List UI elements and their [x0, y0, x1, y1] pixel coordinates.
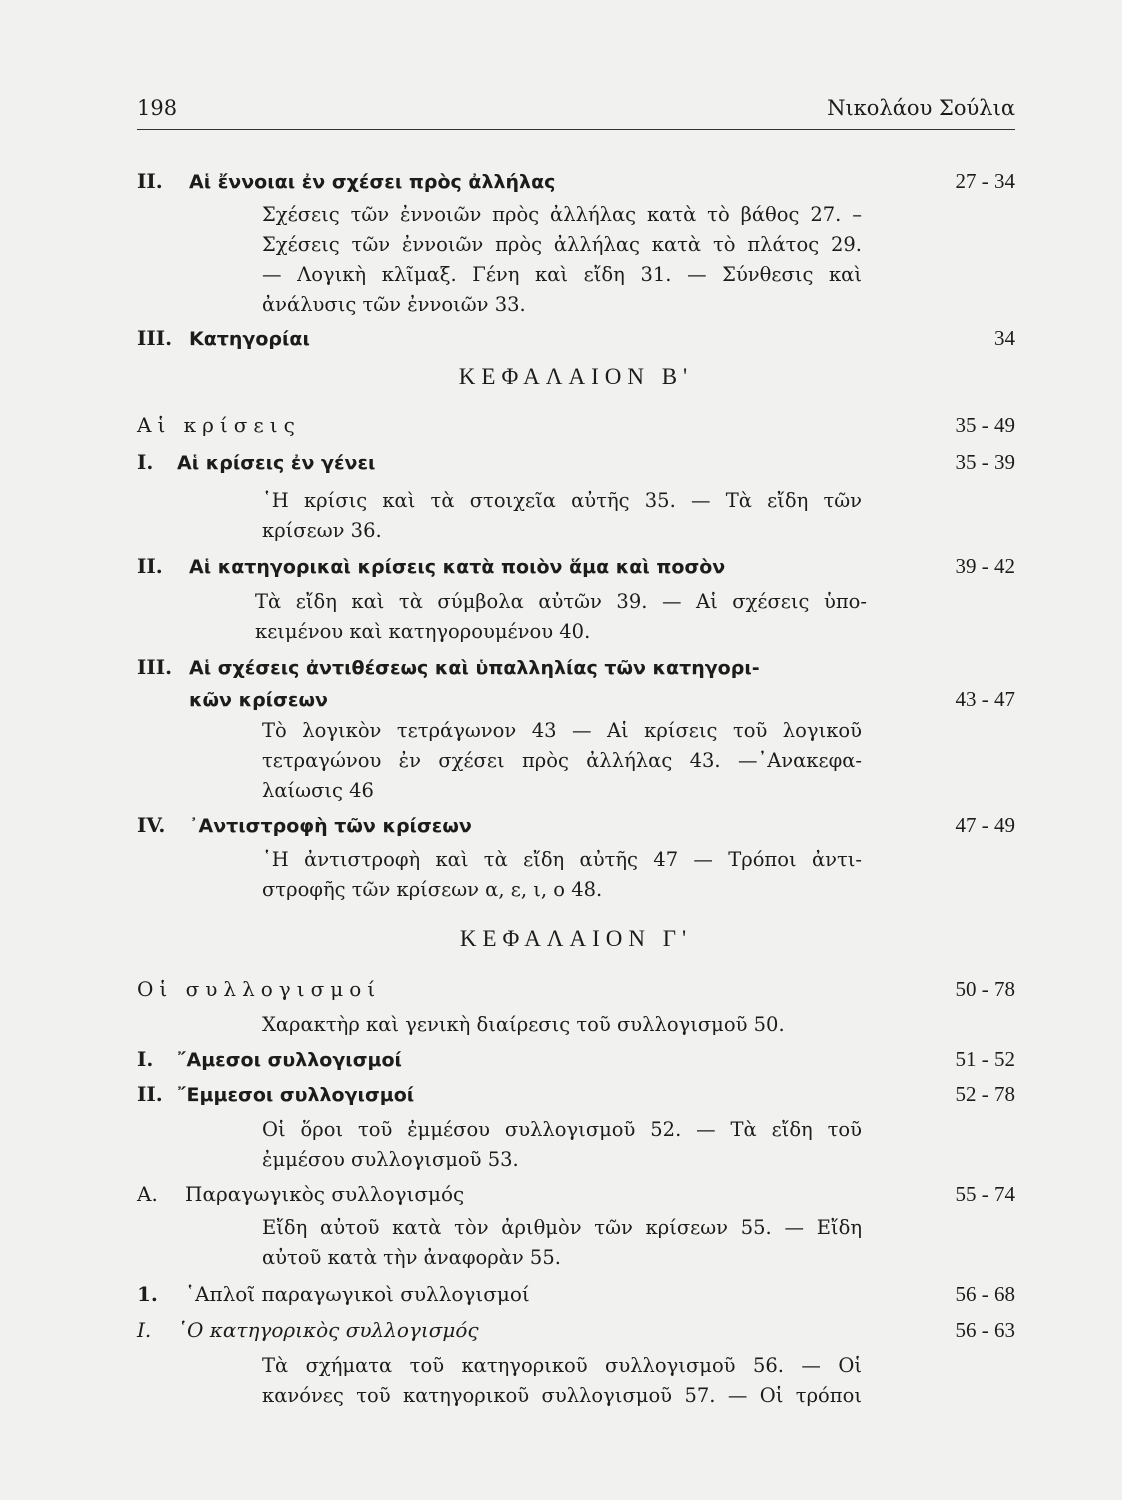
entry-label: II. [137, 554, 163, 578]
entry-pages: 50 - 78 [955, 977, 1015, 1001]
entry-pages: 51 - 52 [955, 1047, 1015, 1071]
entry-pages: 35 - 39 [955, 450, 1015, 474]
desc-line: αὐτοῦ κατὰ τὴν ἀναφορὰν 55. [262, 1246, 561, 1269]
toc-entry [137, 1315, 1015, 1345]
desc-line: — Λογικὴ κλῖμαξ. Γένη καὶ εἴδη 31. — Σύνθεσις καὶ [262, 263, 862, 286]
toc-entry [137, 1079, 1015, 1110]
entry-pages: 55 - 74 [955, 1182, 1015, 1206]
desc-line: Τὰ σχήματα τοῦ κατηγορικοῦ συλλογισμοῦ 56. — Οἱ [262, 1354, 862, 1377]
entry-label: I. [137, 450, 154, 474]
toc-entry [137, 410, 1015, 440]
entry-title: Κατηγορίαι [189, 328, 310, 350]
chapter-heading: ΚΕΦΑΛΑΙΟΝ Β' [458, 364, 694, 389]
desc-line: Τὰ εἴδη καὶ τὰ σύμβολα αὐτῶν 39. — Αἱ σχέσεις ὑπο- [255, 590, 867, 613]
entry-pages: 34 [994, 326, 1015, 350]
entry-pages: 35 - 49 [955, 413, 1015, 437]
desc-line: λαίωσις 46 [262, 779, 374, 802]
toc-entry [137, 323, 1015, 354]
toc-entry [137, 1179, 1015, 1209]
entry-label: 1. [137, 1282, 158, 1306]
entry-title-cont: κῶν κρίσεων [189, 689, 328, 711]
chapter-heading: ΚΕΦΑΛΑΙΟΝ Γ' [459, 926, 693, 951]
entry-description [262, 1213, 862, 1273]
desc-line: κειμένου καὶ κατηγορουμένου 40. [255, 620, 591, 643]
entry-pages: 56 - 63 [955, 1318, 1015, 1342]
entry-title: Αἱ κρίσεις ἐν γένει [177, 452, 376, 474]
toc-entry [137, 1044, 1015, 1075]
toc-entry [137, 166, 1015, 197]
toc-entry [137, 974, 1015, 1004]
page-header [137, 96, 1015, 126]
entry-title: ῎Αμεσοι συλλογισμοί [177, 1049, 402, 1071]
entry-title: Αἱ κατηγορικαὶ κρίσεις κατὰ ποιὸν ἅμα καὶ ποσὸν [189, 556, 726, 578]
running-head-author: Νικολάου Σούλια [827, 96, 1015, 120]
desc-line: ἐμμέσου συλλογισμοῦ 53. [262, 1148, 519, 1171]
entry-pages: 27 - 34 [955, 169, 1015, 193]
header-rule [137, 129, 1015, 130]
desc-line: Τὸ λογικὸν τετράγωνον 43 — Αἱ κρίσεις τοῦ λογικοῦ [262, 719, 862, 742]
entry-title: ῾Ο κατηγορικὸς συλλογισμός [177, 1318, 479, 1342]
entry-description [262, 845, 862, 905]
desc-line: κανόνες τοῦ κατηγορικοῦ συλλογισμοῦ 57. — Οἱ τρόποι [262, 1384, 862, 1407]
entry-description [262, 716, 862, 806]
desc-line: ἀνάλυσις τῶν ἐννοιῶν 33. [262, 293, 526, 316]
entry-label: I. [137, 1047, 154, 1071]
entry-title: Αἱ κρίσεις [137, 413, 301, 437]
entry-description [255, 587, 867, 647]
entry-label: III. [137, 326, 173, 350]
desc-line: κρίσεων 36. [262, 519, 382, 542]
entry-description [262, 1010, 862, 1040]
desc-line: τετραγώνου ἐν σχέσει πρὸς ἀλλήλας 43. —᾿Ανακεφα- [262, 749, 862, 772]
toc-entry-continued [137, 684, 1015, 715]
entry-title: ᾿Αντιστροφὴ τῶν κρίσεων [189, 815, 472, 837]
entry-label: A. [137, 1182, 158, 1206]
entry-pages: 56 - 68 [955, 1282, 1015, 1306]
desc-line: ῾Η ἀντιστροφὴ καὶ τὰ εἴδη αὐτῆς 47 — Τρόποι ἀντι- [262, 848, 862, 871]
entry-description [262, 200, 862, 320]
entry-pages: 39 - 42 [955, 554, 1015, 578]
toc-entry [137, 447, 1015, 478]
entry-title: Αἱ σχέσεις ἀντιθέσεως καὶ ὑπαλληλίας τῶν κατηγορι- [189, 657, 760, 679]
toc-entry [137, 551, 1015, 582]
entry-title: Αἱ ἔννοιαι ἐν σχέσει πρὸς ἀλλήλας [189, 171, 556, 193]
entry-title: Οἱ συλλογισμοί [137, 977, 382, 1001]
desc-line: Σχέσεις τῶν ἐννοιῶν πρὸς ἀλλήλας κατὰ τὸ βάθος 27. – [262, 203, 862, 226]
desc-line: Εἴδη αὐτοῦ κατὰ τὸν ἀριθμὸν τῶν κρίσεων 55. — Εἴδη [262, 1216, 862, 1239]
desc-line: Σχέσεις τῶν ἐννοιῶν πρὸς ἀλλήλας κατὰ τὸ πλάτος 29. [262, 233, 862, 256]
entry-pages: 43 - 47 [955, 687, 1015, 711]
entry-description [262, 1351, 862, 1411]
entry-title: ῾Απλοῖ παραγωγικοὶ συλλογισμοί [185, 1282, 530, 1306]
entry-description [262, 1115, 862, 1175]
page-number: 198 [137, 96, 178, 120]
desc-line: ῾Η κρίσις καὶ τὰ στοιχεῖα αὐτῆς 35. — Τὰ εἴδη τῶν [262, 489, 862, 512]
desc-line: Χαρακτὴρ καὶ γενικὴ διαίρεσις τοῦ συλλογισμοῦ 50. [262, 1013, 785, 1036]
toc-entry [137, 1279, 1015, 1309]
entry-label: II. [137, 1082, 163, 1106]
entry-label: I. [137, 1318, 152, 1342]
entry-label: II. [137, 169, 163, 193]
entry-label: III. [137, 655, 173, 679]
entry-title: Παραγωγικὸς συλλογισμός [185, 1182, 465, 1206]
desc-line: στροφῆς τῶν κρίσεων α, ε, ι, ο 48. [262, 878, 603, 901]
toc-entry [137, 652, 1015, 683]
toc-entry [137, 810, 1015, 841]
entry-label: IV. [137, 813, 166, 837]
entry-pages: 52 - 78 [955, 1082, 1015, 1106]
entry-pages: 47 - 49 [955, 813, 1015, 837]
desc-line: Οἱ ὅροι τοῦ ἐμμέσου συλλογισμοῦ 52. — Τὰ εἴδη τοῦ [262, 1118, 862, 1141]
entry-description [262, 486, 862, 546]
entry-title: ῎Εμμεσοι συλλογισμοί [177, 1084, 415, 1106]
